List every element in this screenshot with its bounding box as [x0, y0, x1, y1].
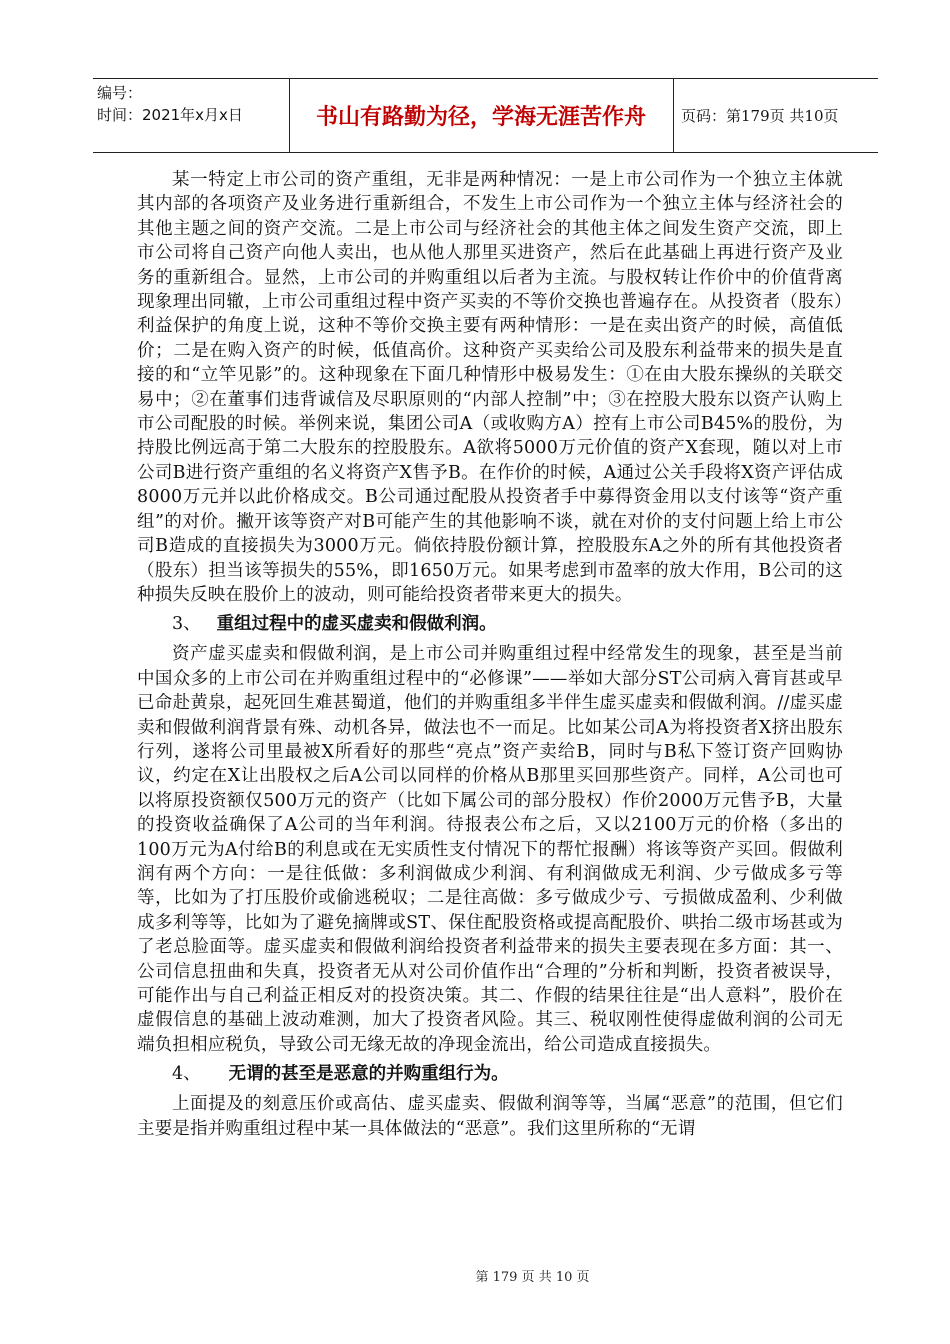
header-motto: 书山有路勤为径，学海无涯苦作舟	[315, 104, 646, 130]
section-heading-3	[137, 611, 843, 638]
section-number: 3、	[172, 614, 201, 635]
time-label: 时间：2021年x月x日	[97, 106, 243, 124]
number-label: 编号：	[97, 84, 143, 102]
section-title: 无谓的甚至是恶意的并购重组行为。	[228, 1064, 509, 1085]
document-body	[137, 168, 843, 1141]
page-header	[93, 78, 878, 153]
header-page-info: 页码：第179页 共10页	[681, 107, 839, 125]
page-footer: 第 179 页 共 10 页	[475, 1270, 590, 1285]
paragraph-false-trading: 资产虚买虚卖和假做利润，是上市公司并购重组过程中经常发生的现象，甚至是当前中国众多的上市公司在并购重组过程中的“必修课”——举如大部分ST公司病入膏肓甚或早已命赴黄泉，起死回生难甚蜀道，他们的并购重组多半伴生虚买虚卖和假做利润。//虚买虚卖和假做利润背景有殊、动机各异，做法也不一而足。比如某公司A为将投资者X挤出股东行列，遂将公司里最被X所看好的那些“亮点”资产卖给B，同时与B私下签订资产回购协议，约定在X让出股权之后A公司以同样的价格从B那里买回那些资产。同样，A公司也可以将原投资额仅500万元的资产（比如下属公司的部分股权）作价2000万元售予B，大量的投资收益确保了A公司的当年利润。待报表公布之后，又以2100万元的价格（多出的100万元为A付给B的利息或在无实质性支付情况下的帮忙报酬）将该等资产买回。假做利润有两个方向：一是往低做：多利润做成少利润、有利润做成无利润、少亏做成多亏等等，比如为了打压股价或偷逃税収；二是往高做：多亏做成少亏、亏损做成盈利、少利做成多利等等，比如为了避免摘牌或ST、保住配股资格或提高配股价、哄抬二级市场甚或为了老总脸面等。虚买虚卖和假做利润给投资者利益带来的损失主要表现在多方面：其一、公司信息扭曲和失真，投资者无从对公司价值作出“合理的”分析和判断，投资者被误导，可能作出与自己利益正相反对的投资决策。其二、作假的结果往往是“出人意料”，股价在虚假信息的基础上波动难测，加大了投资者风险。其三、税収刚性使得虚做利润的公司无端负担相应税负，导致公司无缘无故的净现金流出，给公司造成直接损失。	[137, 644, 843, 1055]
header-meta	[97, 82, 287, 126]
section-title: 重组过程中的虚买虚卖和假做利润。	[216, 614, 497, 635]
section-heading-4	[137, 1061, 843, 1088]
section-number: 4、	[172, 1064, 201, 1085]
paragraph-asset-restructuring: 某一特定上市公司的资产重组，无非是两种情况：一是上市公司作为一个独立主体就其内部的各项资产及业务进行重新组合，不发生上市公司作为一个独立主体与经济社会的其他主题之间的资产交流。二是上市公司与经济社会的其他主体之间发生资产交流，即上市公司将自己资产向他人卖出，也从他人那里买进资产，然后在此基础上再进行资产及业务的重新组合。显然，上市公司的并购重组以后者为主流。与股权转让作价中的价值背离现象理出同辙，上市公司重组过程中资产买卖的不等价交换也普遍存在。从投资者（股东）利益保护的角度上说，这种不等价交换主要有两种情形：一是在卖出资产的时候，高值低价；二是在购入资产的时候，低值高价。这种资产买卖给公司及股东利益带来的损失是直接的和“立竿见影”的。这种现象在下面几种情形中极易发生：①在由大股东操纵的关联交易中；②在董事们违背诚信及尽职原则的“内部人控制”中；③在控股大股东以资产认购上市公司配股的时候。举例来说，集团公司A（或收购方A）控有上市公司B45%的股份，为持股比例远高于第二大股东的控股股东。A欲将5000万元价值的资产X套现，随以对上市公司B进行资产重组的名义将资产X售予B。在作价的时候，A通过公关手段将X资产评估成8000万元并以此价格成交。B公司通过配股从投资者手中募得资金用以支付该等“资产重组”的对价。撇开该等资产对B可能产生的其他影响不谈，就在对价的支付问题上给上市公司B造成的直接损失为3000万元。倘依持股份额计算，控股股东A之外的所有其他投资者（股东）担当该等损失的55%，即1650万元。如果考虑到市盈率的放大作用，B公司的这种损失反映在股价上的波动，则可能给投资者带来更大的损失。	[137, 170, 843, 605]
paragraph-malicious-mergers: 上面提及的刻意压价或高估、虚买虚卖、假做利润等等，当属“恶意”的范围，但它们主要是指并购重组过程中某一具体做法的“恶意”。我们这里所称的“无谓	[137, 1094, 843, 1139]
